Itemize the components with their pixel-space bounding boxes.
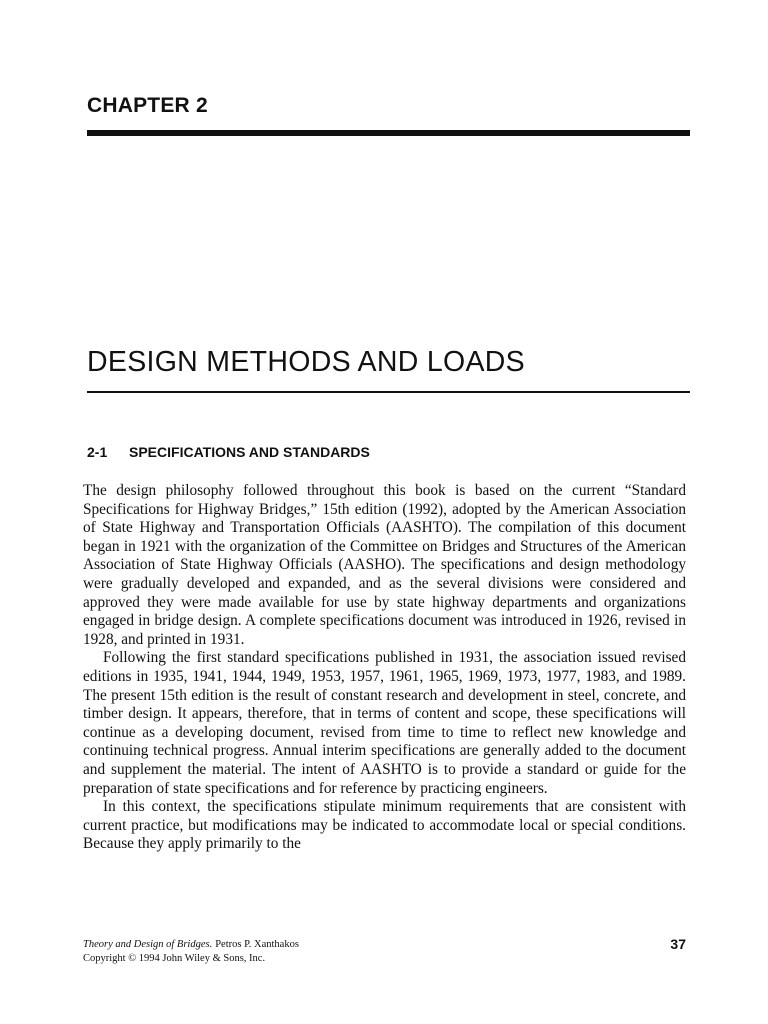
book-title: Theory and Design of Bridges. (83, 939, 213, 950)
paragraph: Following the first standard specifications published in 1931, the association issued revised editions in 1935, 1941, 1944, 1949, 1953, 1957, 1961, 1965, 1969, 1973, 1977, 1983, and 1989. The present 15th edition is the result of constant research and development in steel, concrete, and timber design. It appears, therefore, that in terms of content and scope, these specifications will continue as a developing document, revised from time to time to reflect new knowledge and continuing technical progress. Annual interim specifications are generally added to the document and supplement the material. The intent of AASHTO is to provide a standard or guide for the preparation of state specifications and for reference by practicing engineers. (83, 649, 686, 797)
body-text (83, 482, 686, 854)
paragraph: In this context, the specifications stipulate minimum requirements that are consistent with current practice, but modifications may be indicated to accommodate local or special conditions. Because they apply primarily to the (83, 798, 686, 853)
section-title: SPECIFICATIONS AND STANDARDS (129, 444, 370, 460)
paragraph: The design philosophy followed throughout this book is based on the current “Standard Specifications for Highway Bridges,” 15th edition (1992), adopted by the American Association of State Highway and Transportation Officials (AASHTO). The compilation of this document began in 1921 with the organization of the Committee on Bridges and Structures of the American Association of State Highway Officials (AASHO). The specifications and design methodology were gradually developed and expanded, and as the several divisions were considered and approved they were made available for use by state highway departments and organizations engaged in bridge design. A complete specifications document was introduced in 1926, revised in 1928, and printed in 1931. (83, 482, 686, 648)
chapter-title: DESIGN METHODS AND LOADS (87, 346, 525, 378)
title-divider-thin (87, 391, 690, 393)
citation-line (83, 938, 299, 952)
chapter-label: CHAPTER 2 (87, 94, 208, 117)
footer-citation (83, 938, 299, 966)
copyright-notice: Copyright © 1994 John Wiley & Sons, Inc. (83, 953, 266, 964)
book-author: Petros P. Xanthakos (215, 939, 299, 950)
section-heading (87, 444, 370, 460)
section-number: 2-1 (87, 444, 108, 460)
chapter-divider-thick (87, 130, 690, 136)
page-number: 37 (670, 936, 686, 952)
